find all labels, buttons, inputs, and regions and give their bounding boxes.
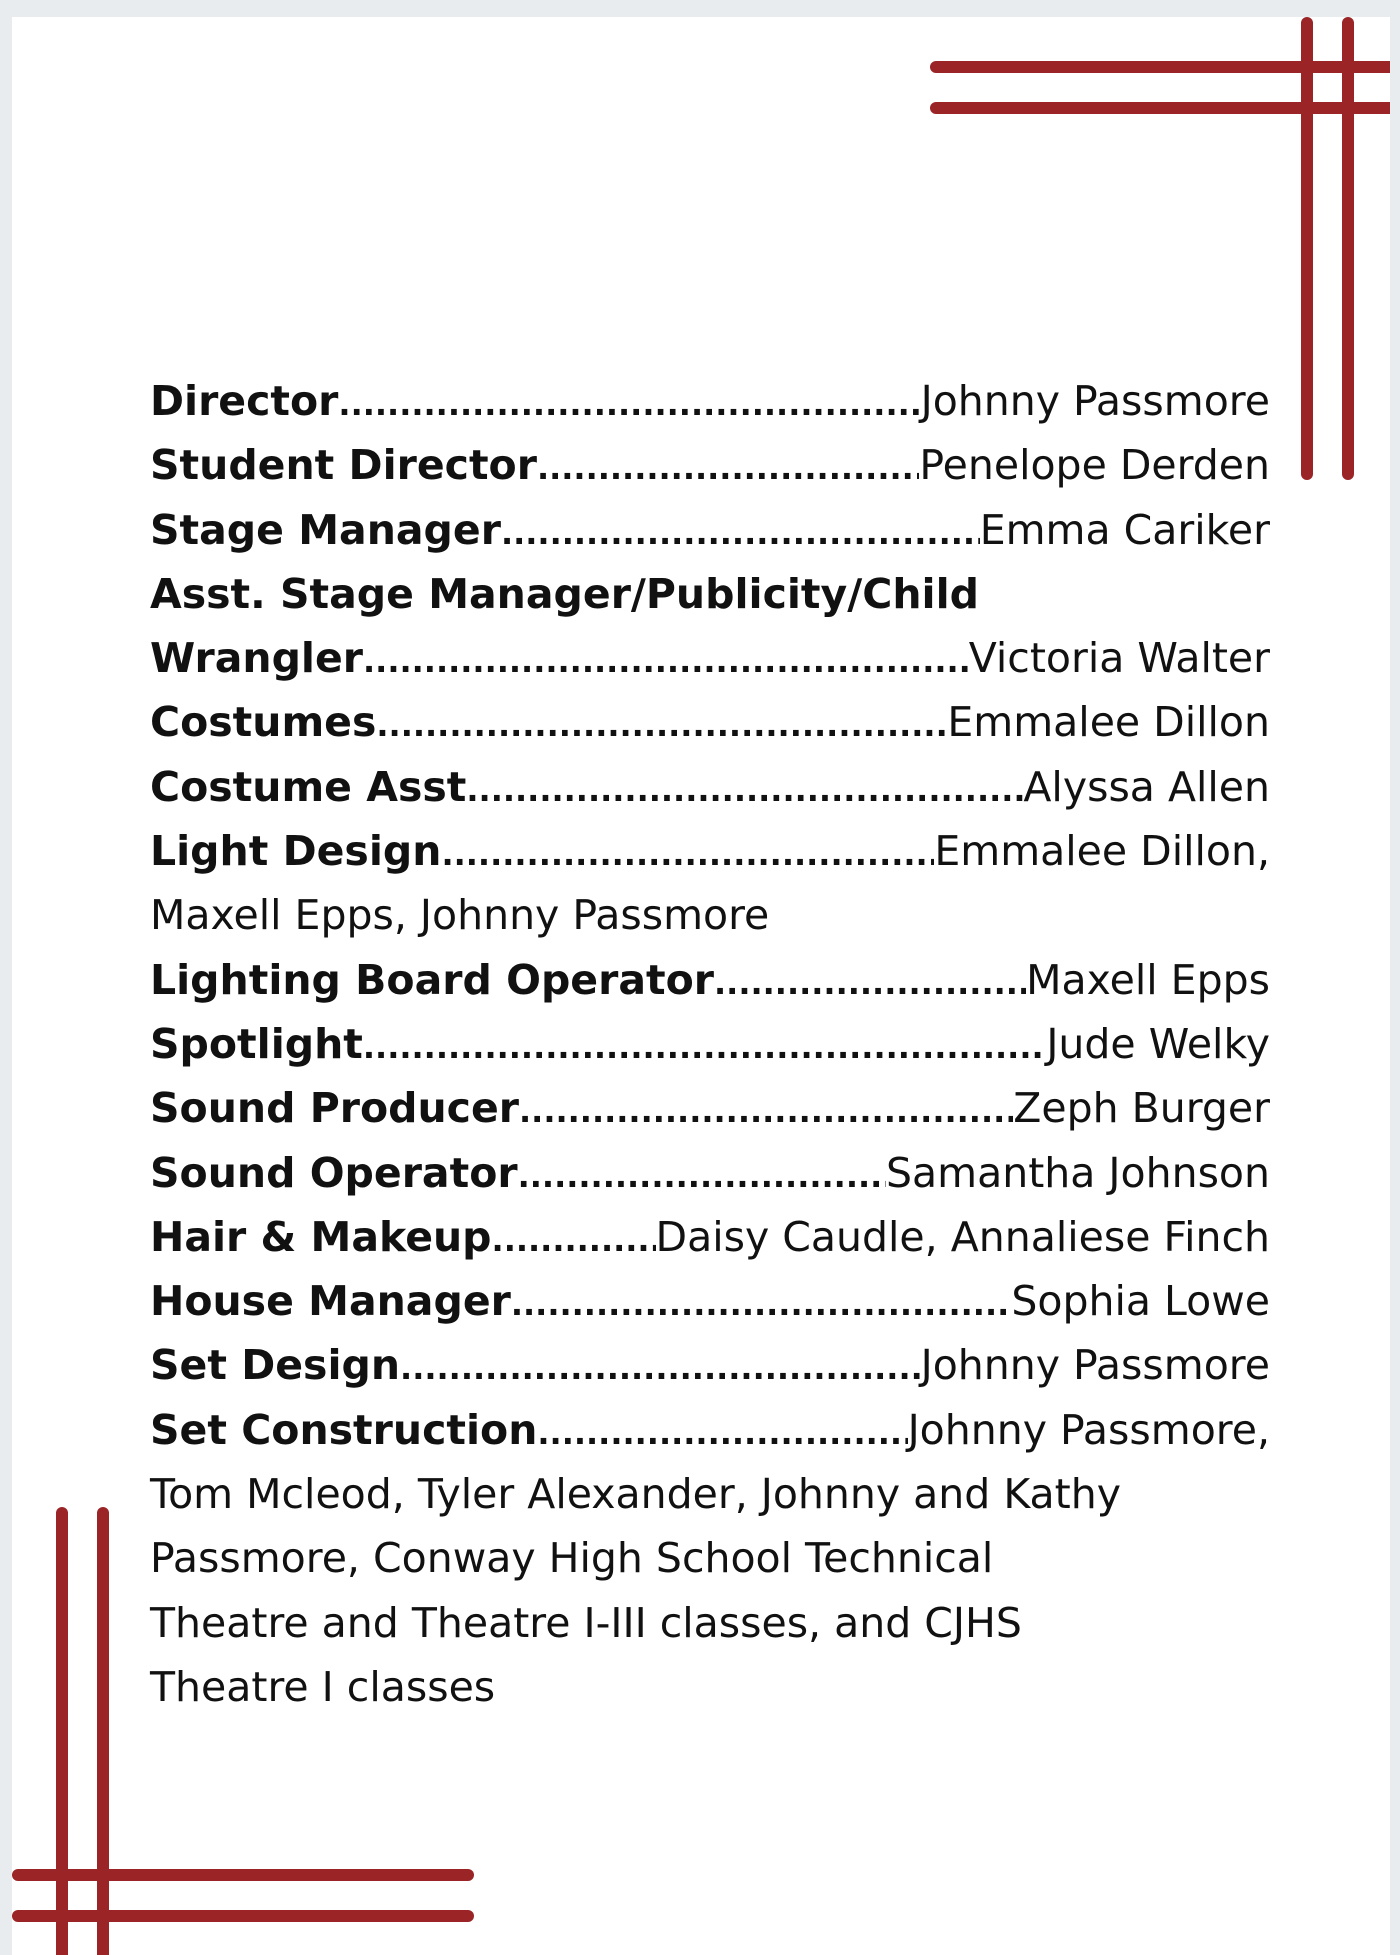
credit-row <box>150 948 1270 1012</box>
credit-role: Wrangler <box>150 634 364 683</box>
credit-name: Penelope Derden <box>919 441 1270 490</box>
credit-role: Stage Manager <box>150 505 501 554</box>
credit-row <box>150 369 1270 433</box>
program-page <box>12 17 1390 1955</box>
credit-role: Student Director <box>150 441 537 490</box>
credit-row <box>150 1012 1270 1076</box>
credit-name: Daisy Caudle, Annaliese Finch <box>655 1212 1270 1261</box>
corner-rule-bottom-v2 <box>97 1507 109 1955</box>
credit-role: Costumes <box>150 698 377 747</box>
dot-leader <box>376 693 947 757</box>
credit-row <box>150 1076 1270 1140</box>
credit-continuation: Theatre I classes <box>150 1662 496 1711</box>
credit-continuation: Tom Mcleod, Tyler Alexander, Johnny and Kathy <box>150 1470 1121 1519</box>
credit-row <box>150 1398 1270 1462</box>
credit-role: Sound Operator <box>150 1148 518 1197</box>
credit-row <box>150 498 1270 562</box>
credit-role: Costume Asst <box>150 762 467 811</box>
credit-name: Emmalee Dillon <box>947 698 1270 747</box>
credit-row <box>150 755 1270 819</box>
dot-leader <box>363 629 969 693</box>
credit-row <box>150 1333 1270 1397</box>
credit-name: Emmalee Dillon, <box>934 827 1270 876</box>
corner-rule-bottom-h2 <box>12 1910 474 1922</box>
dot-leader <box>537 436 919 500</box>
credit-continuation: Theatre and Theatre I-III classes, and CJHS <box>150 1598 1022 1647</box>
dot-leader <box>441 822 934 886</box>
credit-role: Spotlight <box>150 1019 363 1068</box>
credit-name: Sophia Lowe <box>1011 1277 1270 1326</box>
corner-rule-top-h1 <box>930 61 1390 73</box>
dot-leader <box>466 758 1023 822</box>
dot-leader <box>492 1208 656 1272</box>
credit-role-heading: Asst. Stage Manager/Publicity/Child <box>150 569 979 618</box>
credit-name: Victoria Walter <box>968 634 1270 683</box>
credit-row <box>150 1141 1270 1205</box>
dot-leader <box>400 1336 921 1400</box>
dot-leader <box>511 1272 1012 1336</box>
credit-name: Zeph Burger <box>1013 1084 1270 1133</box>
credit-role: House Manager <box>150 1277 511 1326</box>
credit-name: Alyssa Allen <box>1023 762 1270 811</box>
credit-name: Jude Welky <box>1046 1019 1270 1068</box>
dot-leader <box>501 501 980 565</box>
dot-leader <box>519 1079 1013 1143</box>
credit-row <box>150 626 1270 690</box>
credit-role: Lighting Board Operator <box>150 955 714 1004</box>
corner-rule-top-v1 <box>1301 17 1313 480</box>
dot-leader <box>518 1144 886 1208</box>
corner-rule-bottom-v1 <box>56 1507 68 1955</box>
credit-row <box>150 690 1270 754</box>
credit-name: Maxell Epps <box>1026 955 1270 1004</box>
dot-leader <box>363 1015 1046 1079</box>
credit-name: Johnny Passmore <box>920 377 1270 425</box>
corner-rule-top-h2 <box>930 102 1390 114</box>
credit-row <box>150 819 1270 883</box>
credit-name: Johnny Passmore <box>920 1341 1270 1390</box>
dot-leader <box>714 951 1026 1015</box>
credit-name: Emma Cariker <box>979 505 1270 554</box>
credit-continuation: Maxell Epps, Johnny Passmore <box>150 891 770 940</box>
corner-rule-top-v2 <box>1342 17 1354 480</box>
credit-continuation: Passmore, Conway High School Technical <box>150 1534 994 1583</box>
dot-leader <box>338 372 920 436</box>
credit-role: Set Construction <box>150 1405 538 1454</box>
production-credits-list <box>150 369 1270 1719</box>
credit-row <box>150 1269 1270 1333</box>
credit-name: Johnny Passmore, <box>907 1405 1270 1454</box>
credit-role: Director <box>150 377 339 425</box>
credit-row <box>150 433 1270 497</box>
credit-role: Sound Producer <box>150 1084 519 1133</box>
credit-role: Set Design <box>150 1341 401 1390</box>
credit-role: Light Design <box>150 827 442 876</box>
credit-row <box>150 1205 1270 1269</box>
corner-rule-bottom-h1 <box>12 1869 474 1881</box>
credit-name: Samantha Johnson <box>886 1148 1270 1197</box>
credit-role: Hair & Makeup <box>150 1212 492 1261</box>
dot-leader <box>537 1401 907 1465</box>
